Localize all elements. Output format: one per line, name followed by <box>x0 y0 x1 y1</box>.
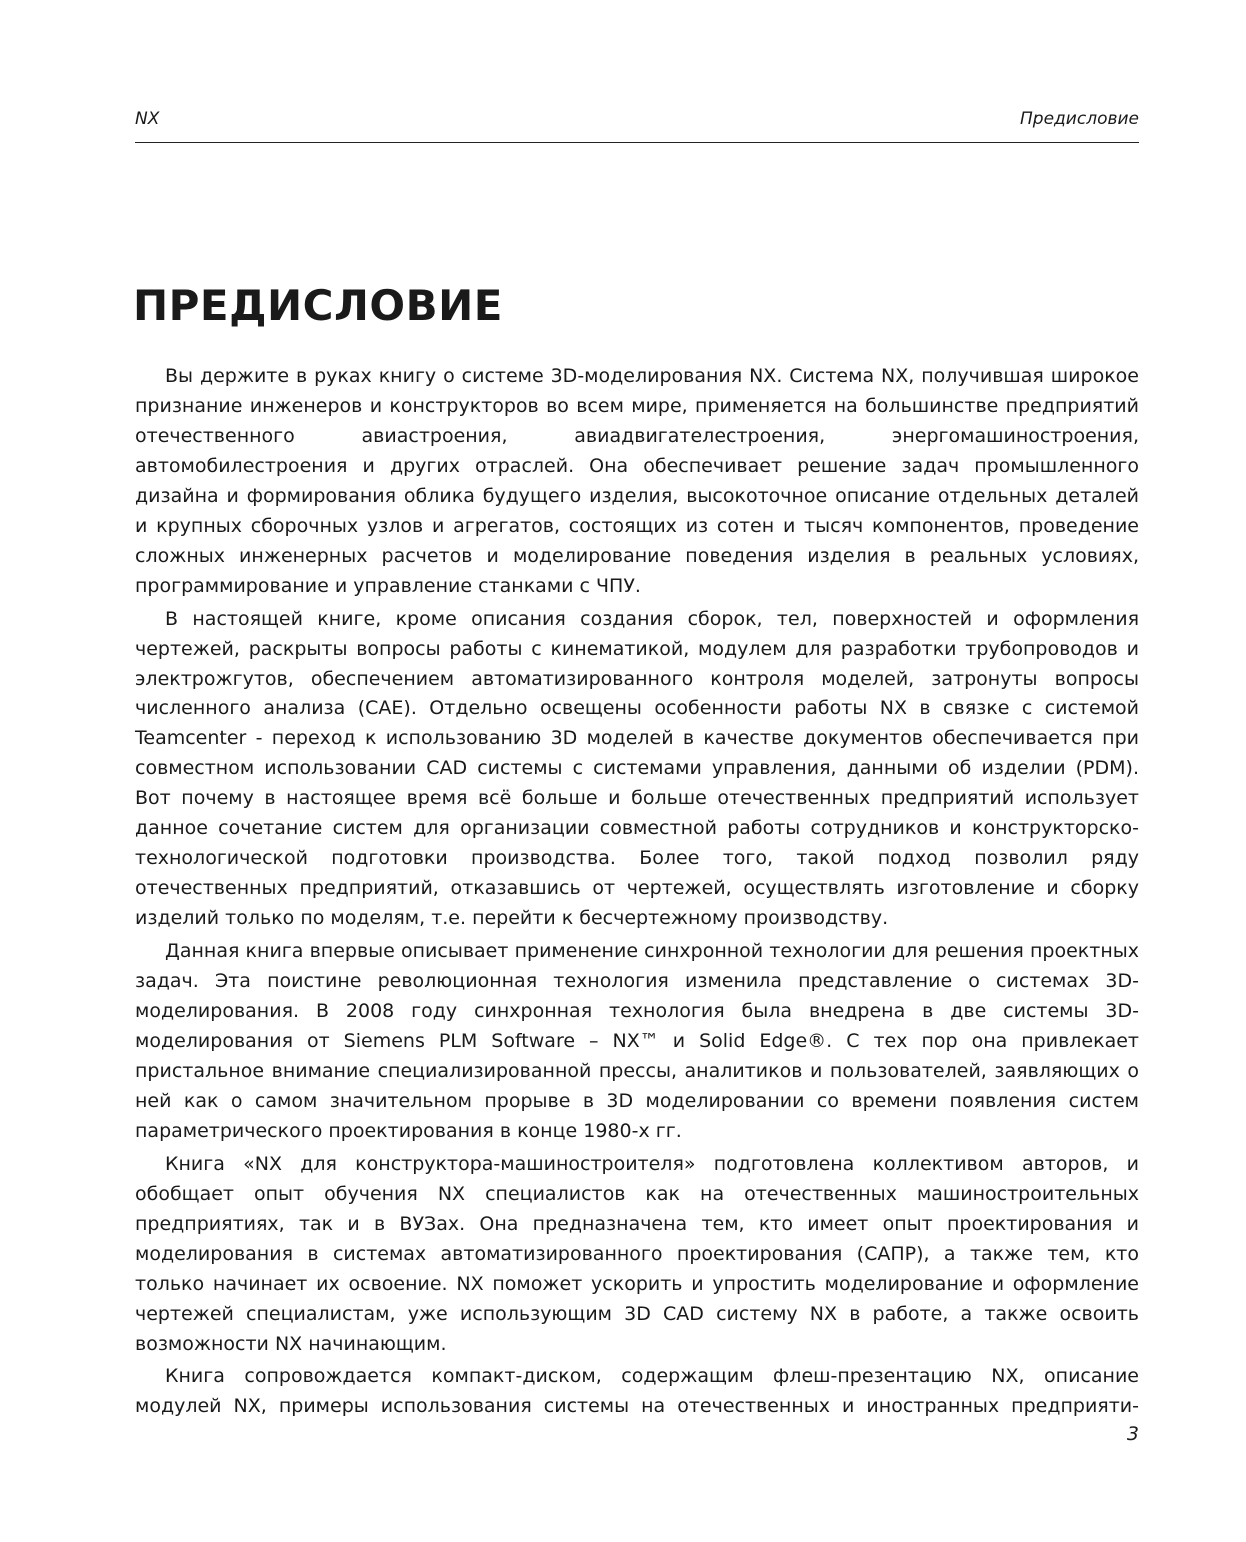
paragraph-2: В настоящей книге, кроме описания создания сборок, тел, поверхностей и оформления чертежей, раскрыты вопросы работы с кинематикой, модулем для разработки трубопроводов и электрожгутов, обеспечением автоматизированного контроля моделей, затронуты вопросы численного анализа (CAE). Отдельно освещены особенности работы NX в связке с системой Teamcenter - переход к использованию 3D моделей в качестве документов обеспечивается при совместном использовании CAD системы с системами управления, данными об изделии (PDM). Вот почему в настоящее время всё больше и больше отечественных предприятий использует данное сочетание систем для организации совместной работы сотрудников и конструкторско-технологической подготовки производства. Более того, такой подход позволил ряду отечественных предприятий, отказавшись от чертежей, осуществлять изготовление и сборку изделий только по моделям, т.е. перейти к бесчертежному производству. <box>135 607 1139 930</box>
page-title: ПРЕДИСЛОВИЕ <box>133 281 503 330</box>
paragraph-1: Вы держите в руках книгу о системе 3D-моделирования NX. Система NX, получившая широкое признание инженеров и конструкторов во всем мире, применяется на большинстве предприятий отечественного авиастроения, авиадвигателестроения, энергомашиностроения, автомобилестроения и других отраслей. Она обеспечивает решение задач промышленного дизайна и формирования облика будущего изделия, высокоточное описание отдельных деталей и крупных сборочных узлов и агрегатов, состоящих из сотен и тысяч компонентов, проведение сложных инженерных расчетов и моделирование поведения изделия в реальных условиях, программирование и управление станками с ЧПУ. <box>135 365 1139 597</box>
page-number: 3 <box>1126 1423 1139 1445</box>
header-right: Предисловие <box>1020 109 1139 129</box>
paragraph-4: Книга «NX для конструктора-машиностроителя» подготовлена коллективом авторов, и обобщает опыт обучения NX специалистов как на отечественных машиностроительных предприятиях, так и в ВУЗах. Она предназначена тем, кто имеет опыт проектирования и моделирования в системах автоматизированного проектирования (САПР), а также тем, кто только начинает их освоение. NX поможет ускорить и упростить моделирование и оформление чертежей специалистам, уже использующим 3D CAD систему NX в работе, а также освоить возможности NX начинающим. <box>135 1152 1139 1355</box>
body-text <box>135 362 1139 1425</box>
paragraph-3: Данная книга впервые описывает применение синхронной технологии для решения проектных задач. Эта поистине революционная технология изменила представление о системах 3D-моделирования. В 2008 году синхронная технология была внедрена в две системы 3D-моделирования от Siemens PLM Software – NX™ и Solid Edge®. С тех пор она привлекает пристальное внимание специализированной прессы, аналитиков и пользователей, заявляющих о ней как о самом значительном прорыве в 3D моделировании со времени появления систем параметрического проектирования в конце 1980-х гг. <box>135 940 1139 1142</box>
running-header <box>135 108 1139 143</box>
paragraph-5: Книга сопровождается компакт-диском, содержащим флеш-презентацию NX, описание модулей NX, примеры использования системы на отечественных и иностранных предприяти- <box>135 1365 1139 1418</box>
header-left: NX <box>135 109 160 129</box>
